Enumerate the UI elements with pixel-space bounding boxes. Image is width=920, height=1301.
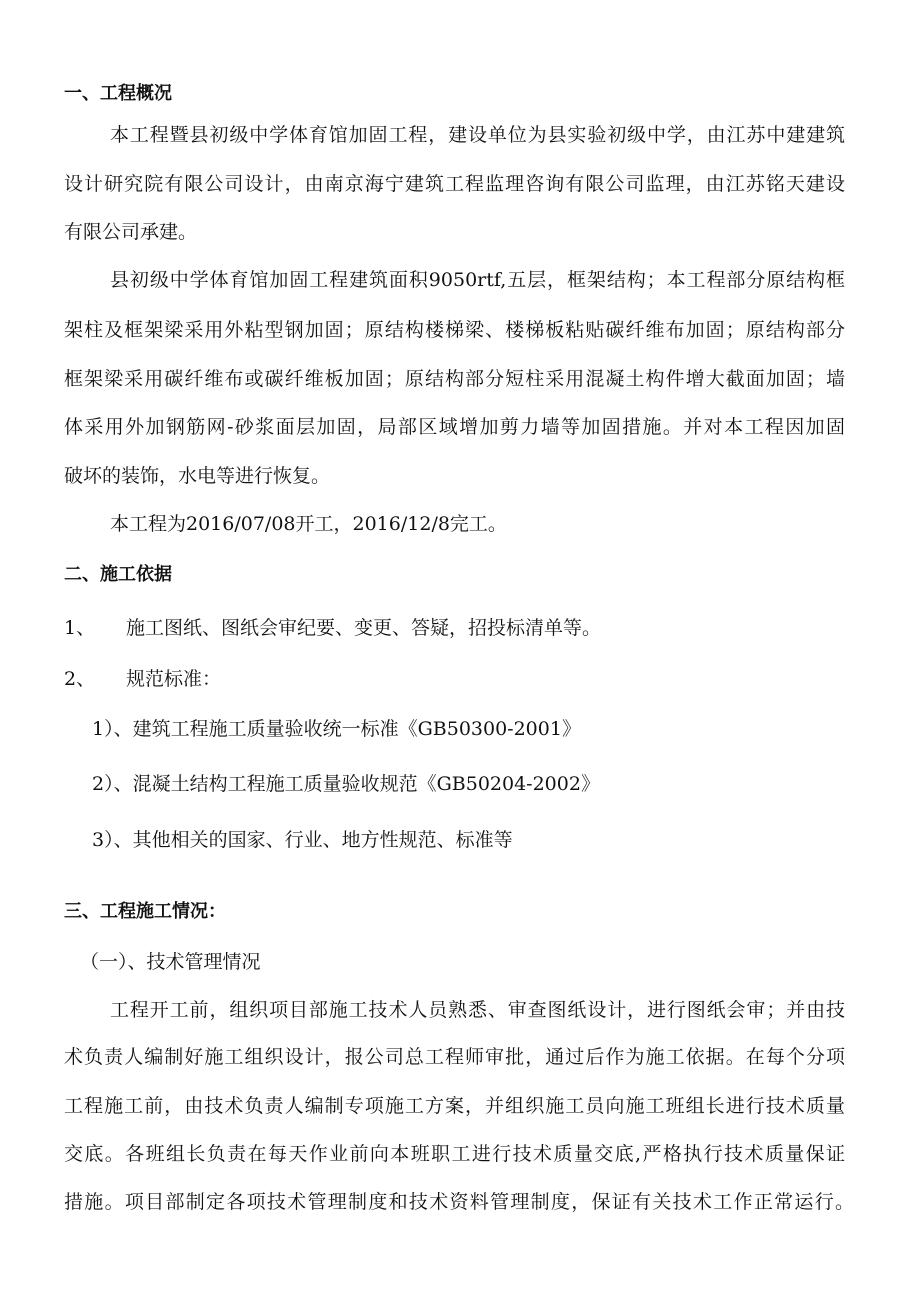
basis-item-2 (64, 665, 221, 693)
sub-heading-tech-management: （一）、技术管理情况 (80, 951, 261, 973)
basis-item-1 (64, 614, 601, 642)
paragraph-line: 破坏的装饰，水电等进行恢复。 (64, 465, 331, 487)
paragraph-line: 架柱及框架梁采用外粘型钢加固；原结构楼梯梁、楼梯板粘贴碳纤维布加固；原结构部分 (64, 319, 845, 341)
section-heading-overview: 一、工程概况 (64, 83, 172, 104)
item-number: 2、 (64, 668, 96, 690)
paragraph-line: 县初级中学体育馆加固工程建筑面积9050rtf,五层，框架结构；本工程部分原结构框 (110, 269, 845, 291)
paragraph-line: 本工程暨县初级中学体育馆加固工程，建设单位为县实验初级中学，由江苏中建建筑 (110, 124, 845, 146)
paragraph-line: 措施。项目部制定各项技术管理制度和技术资料管理制度，保证有关技术工作正常运行。 (64, 1191, 854, 1213)
item-number: 1、 (64, 617, 96, 639)
paragraph-line: 工程施工前，由技术负责人编制专项施工方案，并组织施工员向施工班组长进行技术质量 (64, 1095, 845, 1117)
paragraph-line: 框架梁采用碳纤维布或碳纤维板加固；原结构部分短柱采用混凝土构件增大截面加固；墙 (64, 368, 845, 390)
paragraph-line: 术负责人编制好施工组织设计，报公司总工程师审批，通过后作为施工依据。在每个分项 (64, 1046, 845, 1068)
standard-item: 1）、建筑工程施工质量验收统一标准《GB50300-2001》 (92, 718, 581, 740)
paragraph-line: 设计研究院有限公司设计，由南京海宁建筑工程监理咨询有限公司监理，由江苏铭天建设 (64, 173, 845, 195)
construction-dates: 本工程为2016/07/08开工，2016/12/8完工。 (110, 513, 507, 535)
standard-item: 3）、其他相关的国家、行业、地方性规范、标准等 (92, 829, 513, 851)
paragraph-line: 工程开工前，组织项目部施工技术人员熟悉、审查图纸设计，进行图纸会审；并由技 (110, 999, 845, 1021)
paragraph-line: 交底。各班组长负责在每天作业前向本班职工进行技术质量交底,严格执行技术质量保证 (64, 1143, 845, 1165)
paragraph-line: 体采用外加钢筋网-砂浆面层加固，局部区域增加剪力墙等加固措施。并对本工程因加固 (64, 416, 845, 438)
section-heading-basis: 二、施工依据 (64, 564, 172, 585)
standard-item: 2）、混凝土结构工程施工质量验收规范《GB50204-2002》 (92, 773, 600, 795)
section-heading-construction: 三、工程施工情况： (64, 901, 226, 922)
item-text: 规范标准： (126, 668, 222, 690)
paragraph-line: 有限公司承建。 (64, 221, 198, 243)
item-text: 施工图纸、图纸会审纪要、变更、答疑，招投标清单等。 (126, 617, 602, 639)
